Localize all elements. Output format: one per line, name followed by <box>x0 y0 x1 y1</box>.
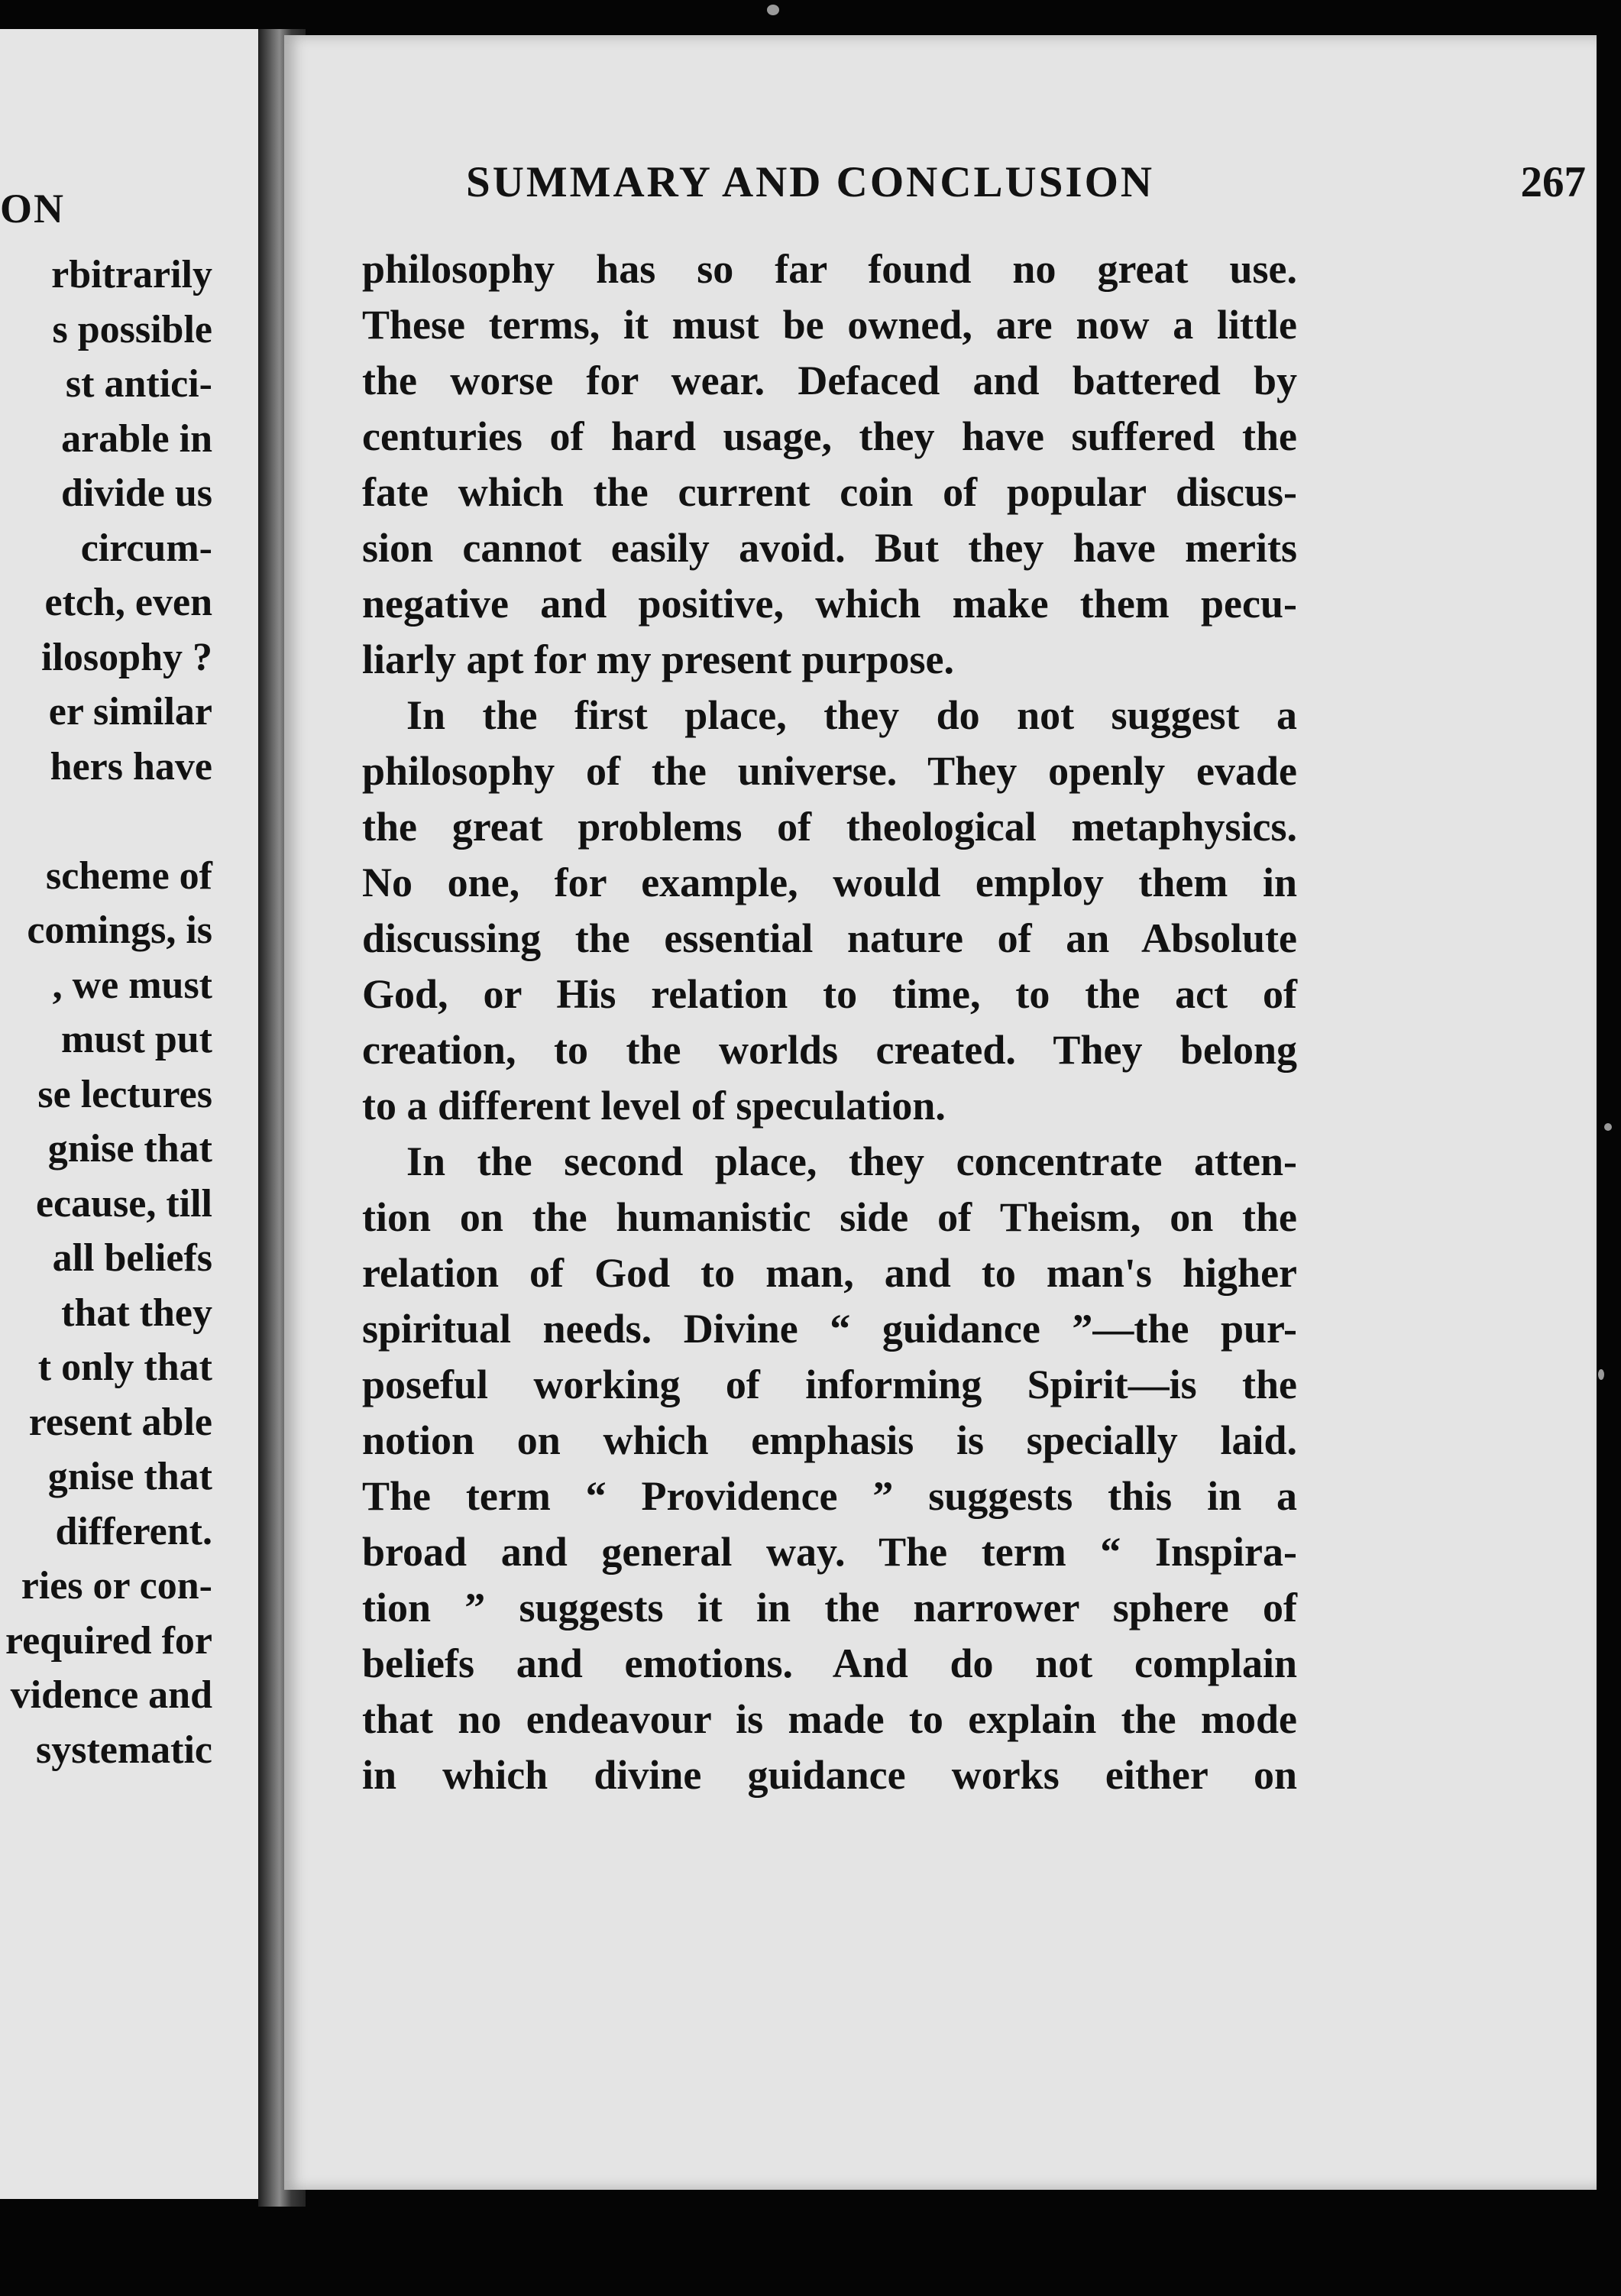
body-text-line: sion cannot easily avoid. But they have merits <box>362 525 1297 571</box>
left-page <box>0 29 263 2199</box>
left-text-line: ilosophy ? <box>41 636 212 679</box>
body-text-line: the great problems of theological metaphysics. <box>362 804 1297 850</box>
left-text-line: systematic <box>35 1728 212 1772</box>
body-text-line: philosophy has so far found no great use. <box>362 246 1297 292</box>
page-number: 267 <box>1520 158 1586 206</box>
body-text-line: In the first place, they do not suggest a <box>406 692 1297 738</box>
left-text-line: vidence and <box>10 1673 212 1717</box>
left-text-line: hers have <box>50 745 212 789</box>
left-text-line: t only that <box>37 1346 212 1389</box>
body-text-line: beliefs and emotions. And do not complain <box>362 1640 1297 1686</box>
body-text-line: the worse for wear. Defaced and battered by <box>362 358 1297 403</box>
body-text-line: The term “ Providence ” suggests this in a <box>362 1473 1297 1519</box>
body-text-line: In the second place, they concentrate atten- <box>406 1138 1297 1184</box>
left-text-line: s possible <box>52 308 212 351</box>
left-text-line: resent able <box>28 1401 212 1444</box>
body-text-line: poseful working of informing Spirit—is the <box>362 1362 1297 1407</box>
left-text-line: all beliefs <box>52 1236 212 1280</box>
left-text-line: etch, even <box>44 581 212 624</box>
left-text-line: scheme of <box>45 854 212 898</box>
scan-speck <box>1598 1369 1604 1380</box>
body-text-line: fate which the current coin of popular discus- <box>362 469 1297 515</box>
right-page <box>284 35 1597 2190</box>
left-text-line: se lectures <box>37 1073 212 1116</box>
body-text-line: These terms, it must be owned, are now a little <box>362 302 1297 348</box>
left-text-line: that they <box>61 1291 212 1335</box>
body-text-line: No one, for example, would employ them in <box>362 860 1297 905</box>
body-text-line: tion on the humanistic side of Theism, on the <box>362 1194 1297 1240</box>
body-text-line: tion ” suggests it in the narrower sphere of <box>362 1585 1297 1631</box>
body-text-line: to a different level of speculation. <box>362 1083 946 1129</box>
body-text-line: God, or His relation to time, to the act of <box>362 971 1297 1017</box>
body-text-line: broad and general way. The term “ Inspira- <box>362 1529 1297 1575</box>
left-text-line: ecause, till <box>35 1182 212 1226</box>
left-text-line: ries or con- <box>21 1564 212 1608</box>
left-text-line: different. <box>55 1510 212 1553</box>
body-text-line: spiritual needs. Divine “ guidance ”—the pur- <box>362 1306 1297 1352</box>
body-text-line: centuries of hard usage, they have suffered the <box>362 413 1297 459</box>
left-text-line: required for <box>5 1619 212 1663</box>
left-text-line: comings, is <box>27 908 212 952</box>
body-text-line: negative and positive, which make them pecu- <box>362 581 1297 627</box>
left-text-line: rbitrarily <box>51 253 212 296</box>
left-text-line: gnise that <box>47 1127 212 1171</box>
running-head <box>466 157 1586 211</box>
left-text-line: , we must <box>52 963 212 1007</box>
body-text-line: discussing the essential nature of an Absolute <box>362 915 1297 961</box>
left-text-line: must put <box>61 1018 212 1061</box>
body-text-line: that no endeavour is made to explain the mode <box>362 1696 1297 1742</box>
body-text-line: in which divine guidance works either on <box>362 1752 1297 1798</box>
left-text-line: st antici- <box>65 362 212 406</box>
left-running-head: ON <box>0 186 65 232</box>
body-text-line: philosophy of the universe. They openly evade <box>362 748 1297 794</box>
left-text-line: er similar <box>48 690 212 733</box>
scan-speck <box>1604 1123 1612 1131</box>
body-text-line: creation, to the worlds created. They belong <box>362 1027 1297 1073</box>
left-text-line: gnise that <box>47 1455 212 1498</box>
running-head-title: SUMMARY AND CONCLUSION <box>466 158 1155 206</box>
left-text-line: arable in <box>61 417 212 461</box>
body-text-line: relation of God to man, and to man's higher <box>362 1250 1297 1296</box>
body-text-line: liarly apt for my present purpose. <box>362 636 954 682</box>
left-text-line: divide us <box>61 471 212 515</box>
scan-speck <box>767 5 779 15</box>
body-text-line: notion on which emphasis is specially laid. <box>362 1417 1297 1463</box>
left-text-line: circum- <box>80 526 212 570</box>
